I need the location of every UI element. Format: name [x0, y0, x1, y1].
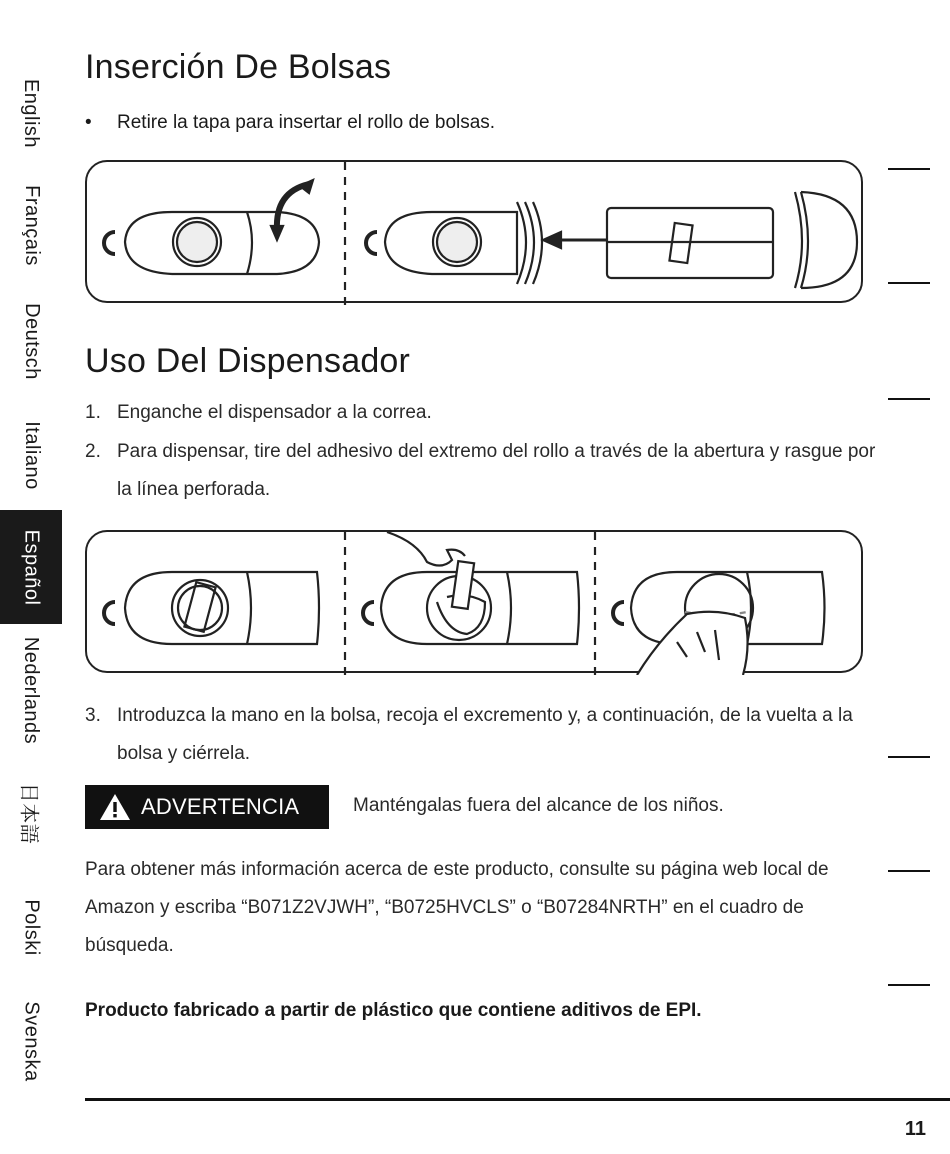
section-title-usage: Uso Del Dispensador	[85, 342, 411, 380]
bullet-text: Retire la tapa para insertar el rollo de bolsas.	[117, 112, 496, 133]
tab-label: Français	[20, 184, 43, 266]
warning-triangle-icon	[99, 793, 131, 821]
tab-label: Italiano	[20, 420, 43, 490]
bullet-dot: •	[85, 112, 92, 133]
step-text: Enganche el dispensador a la correa.	[117, 402, 432, 423]
tab-divider	[888, 984, 930, 986]
warning-message: Manténgalas fuera del alcance de los niños.	[353, 795, 724, 816]
illustration-insertion	[85, 160, 863, 303]
warning-badge	[85, 785, 329, 829]
footer-rule	[85, 1098, 950, 1101]
tab-label: Polski	[20, 898, 43, 956]
tab-english[interactable]	[0, 60, 62, 166]
step-text: Para dispensar, tire del adhesivo del extremo del rollo a través de la abertura y rasgue por la línea perforada.	[117, 441, 876, 500]
tab-label: Español	[20, 529, 43, 605]
warning-label: ADVERTENCIA	[141, 794, 300, 819]
info-paragraph: Para obtener más información acerca de este producto, consulte su página web local de Amazon y escriba “B071Z2VJWH”, “B0725HVCLS” o “B07284NRTH” en el cuadro de búsqueda.	[85, 859, 829, 956]
plastic-note: Producto fabricado a partir de plástico que contiene aditivos de EPI.	[85, 1000, 702, 1021]
step-number: 3.	[85, 705, 101, 726]
tab-label: Nederlands	[20, 636, 43, 744]
tab-label: Deutsch	[20, 302, 43, 380]
tab-nederlands[interactable]	[0, 626, 62, 754]
page-number: 11	[904, 1118, 926, 1140]
tab-label: 日本語	[17, 782, 40, 844]
step-number: 1.	[85, 402, 101, 423]
tab-japanese[interactable]	[0, 760, 62, 866]
tab-espanol[interactable]	[0, 510, 62, 624]
tab-polski[interactable]	[0, 874, 62, 980]
tab-divider	[888, 282, 930, 284]
tab-svenska[interactable]	[0, 988, 62, 1094]
tab-italiano[interactable]	[0, 402, 62, 508]
illustration-dispensing	[85, 530, 863, 673]
step-text: Introduzca la mano en la bolsa, recoja el excremento y, a continuación, de la vuelta a la bolsa y ciérrela.	[117, 705, 853, 764]
tab-divider	[888, 870, 930, 872]
tab-divider	[888, 756, 930, 758]
section-title-insertion: Inserción De Bolsas	[85, 48, 392, 86]
tab-label: Svenska	[20, 1000, 43, 1082]
tab-divider	[888, 398, 930, 400]
step-number: 2.	[85, 441, 101, 462]
tab-label: English	[20, 78, 43, 148]
tab-deutsch[interactable]	[0, 286, 62, 396]
tab-francais[interactable]	[0, 172, 62, 278]
tab-divider	[888, 168, 930, 170]
